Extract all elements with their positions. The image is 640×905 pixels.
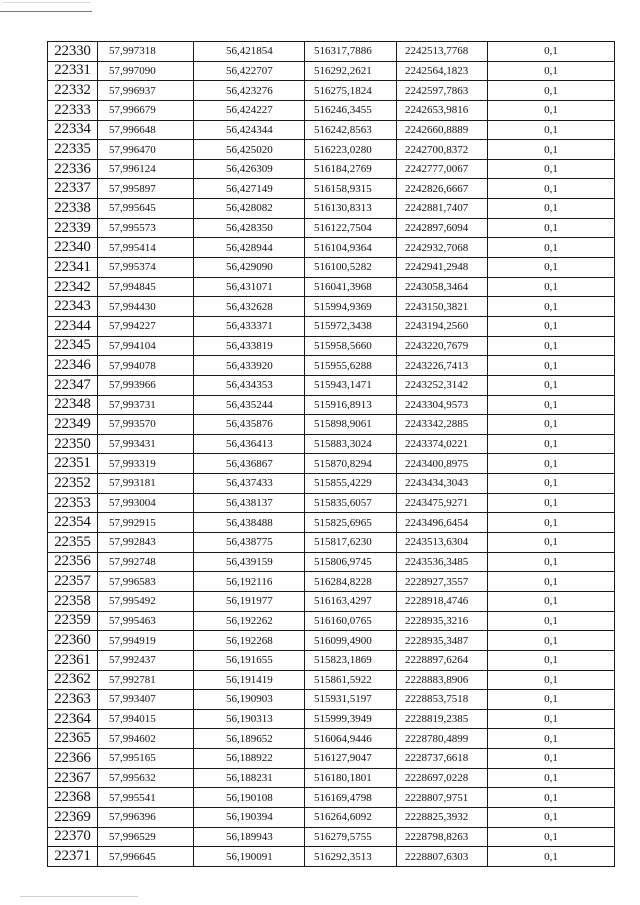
point-number-cell: 22339 [48,218,98,238]
y-coordinate-cell: 2243475,9271 [397,493,488,513]
point-number-cell: 22357 [48,572,98,592]
table-row [48,316,615,336]
x-coordinate-cell: 515931,5197 [305,690,397,710]
y-coordinate-cell: 2228807,9751 [397,788,488,808]
accuracy-cell: 0,1 [488,552,615,572]
y-coordinate-cell: 2243058,3464 [397,277,488,297]
y-coordinate-cell: 2242777,0067 [397,159,488,179]
longitude-cell: 56,436413 [194,434,305,454]
point-number-cell: 22334 [48,120,98,140]
point-number-cell: 22341 [48,258,98,278]
longitude-cell: 56,428944 [194,238,305,258]
y-coordinate-cell: 2243400,8975 [397,454,488,474]
accuracy-cell: 0,1 [488,788,615,808]
latitude-cell: 57,992843 [98,533,194,553]
coordinates-table [47,41,615,867]
longitude-cell: 56,189652 [194,729,305,749]
longitude-cell: 56,422707 [194,61,305,81]
latitude-cell: 57,995374 [98,258,194,278]
y-coordinate-cell: 2242564,1823 [397,61,488,81]
accuracy-cell: 0,1 [488,631,615,651]
table-row [48,415,615,435]
y-coordinate-cell: 2228798,8263 [397,827,488,847]
table-row [48,179,615,199]
point-number-cell: 22356 [48,552,98,572]
table-row [48,493,615,513]
latitude-cell: 57,993966 [98,375,194,395]
header-rule [0,11,92,12]
x-coordinate-cell: 516242,8563 [305,120,397,140]
y-coordinate-cell: 2228807,6303 [397,847,488,867]
point-number-cell: 22335 [48,140,98,160]
table-row [48,375,615,395]
longitude-cell: 56,436867 [194,454,305,474]
y-coordinate-cell: 2243536,3485 [397,552,488,572]
table-row [48,218,615,238]
x-coordinate-cell: 515958,5660 [305,336,397,356]
footer-rule [20,896,138,897]
accuracy-cell: 0,1 [488,807,615,827]
y-coordinate-cell: 2242597,7863 [397,81,488,101]
longitude-cell: 56,429090 [194,258,305,278]
y-coordinate-cell: 2243252,3142 [397,375,488,395]
x-coordinate-cell: 515994,9369 [305,297,397,317]
accuracy-cell: 0,1 [488,611,615,631]
y-coordinate-cell: 2243226,7413 [397,356,488,376]
latitude-cell: 57,995463 [98,611,194,631]
x-coordinate-cell: 515999,3949 [305,709,397,729]
longitude-cell: 56,428350 [194,218,305,238]
longitude-cell: 56,435244 [194,395,305,415]
accuracy-cell: 0,1 [488,513,615,533]
point-number-cell: 22340 [48,238,98,258]
longitude-cell: 56,191977 [194,591,305,611]
point-number-cell: 22366 [48,749,98,769]
y-coordinate-cell: 2242653,9816 [397,100,488,120]
point-number-cell: 22371 [48,847,98,867]
x-coordinate-cell: 516184,2769 [305,159,397,179]
y-coordinate-cell: 2243434,3043 [397,474,488,494]
x-coordinate-cell: 516292,3513 [305,847,397,867]
latitude-cell: 57,995573 [98,218,194,238]
point-number-cell: 22348 [48,395,98,415]
x-coordinate-cell: 515823,1869 [305,650,397,670]
table-row [48,749,615,769]
accuracy-cell: 0,1 [488,572,615,592]
longitude-cell: 56,439159 [194,552,305,572]
x-coordinate-cell: 516100,5282 [305,258,397,278]
accuracy-cell: 0,1 [488,238,615,258]
accuracy-cell: 0,1 [488,454,615,474]
x-coordinate-cell: 515870,8294 [305,454,397,474]
point-number-cell: 22351 [48,454,98,474]
accuracy-cell: 0,1 [488,434,615,454]
table-row [48,336,615,356]
longitude-cell: 56,432628 [194,297,305,317]
latitude-cell: 57,994104 [98,336,194,356]
table-row [48,827,615,847]
coordinates-table-body [48,42,615,867]
y-coordinate-cell: 2243194,2560 [397,316,488,336]
latitude-cell: 57,993004 [98,493,194,513]
point-number-cell: 22370 [48,827,98,847]
longitude-cell: 56,192262 [194,611,305,631]
accuracy-cell: 0,1 [488,336,615,356]
latitude-cell: 57,996679 [98,100,194,120]
y-coordinate-cell: 2242700,8372 [397,140,488,160]
y-coordinate-cell: 2228697,0228 [397,768,488,788]
latitude-cell: 57,994602 [98,729,194,749]
longitude-cell: 56,192116 [194,572,305,592]
table-row [48,356,615,376]
longitude-cell: 56,426309 [194,159,305,179]
longitude-cell: 56,424344 [194,120,305,140]
x-coordinate-cell: 515943,1471 [305,375,397,395]
y-coordinate-cell: 2228897,6264 [397,650,488,670]
accuracy-cell: 0,1 [488,493,615,513]
x-coordinate-cell: 515916,8913 [305,395,397,415]
longitude-cell: 56,191655 [194,650,305,670]
table-row [48,768,615,788]
table-row [48,395,615,415]
table-row [48,807,615,827]
latitude-cell: 57,992915 [98,513,194,533]
longitude-cell: 56,433371 [194,316,305,336]
longitude-cell: 56,438488 [194,513,305,533]
latitude-cell: 57,996396 [98,807,194,827]
longitude-cell: 56,190108 [194,788,305,808]
table-row [48,42,615,62]
table-row [48,572,615,592]
x-coordinate-cell: 516127,9047 [305,749,397,769]
scan-edge-mark [3,2,91,3]
latitude-cell: 57,992781 [98,670,194,690]
longitude-cell: 56,437433 [194,474,305,494]
point-number-cell: 22360 [48,631,98,651]
accuracy-cell: 0,1 [488,415,615,435]
accuracy-cell: 0,1 [488,356,615,376]
x-coordinate-cell: 516180,1801 [305,768,397,788]
latitude-cell: 57,996529 [98,827,194,847]
table-row [48,277,615,297]
accuracy-cell: 0,1 [488,218,615,238]
x-coordinate-cell: 515855,4229 [305,474,397,494]
accuracy-cell: 0,1 [488,591,615,611]
y-coordinate-cell: 2243342,2885 [397,415,488,435]
x-coordinate-cell: 516169,4798 [305,788,397,808]
longitude-cell: 56,191419 [194,670,305,690]
longitude-cell: 56,190091 [194,847,305,867]
point-number-cell: 22363 [48,690,98,710]
longitude-cell: 56,435876 [194,415,305,435]
point-number-cell: 22367 [48,768,98,788]
accuracy-cell: 0,1 [488,533,615,553]
x-coordinate-cell: 516292,2621 [305,61,397,81]
table-row [48,434,615,454]
point-number-cell: 22338 [48,199,98,219]
accuracy-cell: 0,1 [488,827,615,847]
table-row [48,729,615,749]
accuracy-cell: 0,1 [488,199,615,219]
longitude-cell: 56,192268 [194,631,305,651]
accuracy-cell: 0,1 [488,768,615,788]
y-coordinate-cell: 2242513,7768 [397,42,488,62]
latitude-cell: 57,994227 [98,316,194,336]
point-number-cell: 22345 [48,336,98,356]
y-coordinate-cell: 2228927,3557 [397,572,488,592]
latitude-cell: 57,992748 [98,552,194,572]
x-coordinate-cell: 516264,6092 [305,807,397,827]
latitude-cell: 57,992437 [98,650,194,670]
point-number-cell: 22364 [48,709,98,729]
latitude-cell: 57,996645 [98,847,194,867]
latitude-cell: 57,993431 [98,434,194,454]
point-number-cell: 22352 [48,474,98,494]
x-coordinate-cell: 516064,9446 [305,729,397,749]
point-number-cell: 22342 [48,277,98,297]
accuracy-cell: 0,1 [488,179,615,199]
x-coordinate-cell: 516158,9315 [305,179,397,199]
y-coordinate-cell: 2228819,2385 [397,709,488,729]
point-number-cell: 22346 [48,356,98,376]
table-row [48,709,615,729]
table-row [48,140,615,160]
point-number-cell: 22349 [48,415,98,435]
x-coordinate-cell: 516275,1824 [305,81,397,101]
y-coordinate-cell: 2228918,4746 [397,591,488,611]
x-coordinate-cell: 515898,9061 [305,415,397,435]
point-number-cell: 22350 [48,434,98,454]
latitude-cell: 57,995541 [98,788,194,808]
y-coordinate-cell: 2242826,6667 [397,179,488,199]
x-coordinate-cell: 516246,3455 [305,100,397,120]
y-coordinate-cell: 2243304,9573 [397,395,488,415]
accuracy-cell: 0,1 [488,375,615,395]
table-row [48,591,615,611]
accuracy-cell: 0,1 [488,847,615,867]
table-row [48,61,615,81]
longitude-cell: 56,189943 [194,827,305,847]
table-row [48,81,615,101]
longitude-cell: 56,427149 [194,179,305,199]
accuracy-cell: 0,1 [488,709,615,729]
longitude-cell: 56,190394 [194,807,305,827]
x-coordinate-cell: 516223,0280 [305,140,397,160]
table-row [48,474,615,494]
point-number-cell: 22369 [48,807,98,827]
longitude-cell: 56,431071 [194,277,305,297]
accuracy-cell: 0,1 [488,690,615,710]
longitude-cell: 56,433819 [194,336,305,356]
x-coordinate-cell: 516130,8313 [305,199,397,219]
accuracy-cell: 0,1 [488,81,615,101]
accuracy-cell: 0,1 [488,670,615,690]
y-coordinate-cell: 2228780,4899 [397,729,488,749]
latitude-cell: 57,994845 [98,277,194,297]
point-number-cell: 22330 [48,42,98,62]
latitude-cell: 57,993731 [98,395,194,415]
table-row [48,238,615,258]
table-row [48,847,615,867]
latitude-cell: 57,993407 [98,690,194,710]
point-number-cell: 22358 [48,591,98,611]
longitude-cell: 56,438775 [194,533,305,553]
point-number-cell: 22331 [48,61,98,81]
table-row [48,650,615,670]
table-row [48,788,615,808]
latitude-cell: 57,994919 [98,631,194,651]
x-coordinate-cell: 516160,0765 [305,611,397,631]
latitude-cell: 57,995165 [98,749,194,769]
point-number-cell: 22354 [48,513,98,533]
latitude-cell: 57,995414 [98,238,194,258]
y-coordinate-cell: 2242897,6094 [397,218,488,238]
latitude-cell: 57,994430 [98,297,194,317]
accuracy-cell: 0,1 [488,61,615,81]
point-number-cell: 22365 [48,729,98,749]
x-coordinate-cell: 515806,9745 [305,552,397,572]
latitude-cell: 57,995492 [98,591,194,611]
longitude-cell: 56,188231 [194,768,305,788]
longitude-cell: 56,425020 [194,140,305,160]
x-coordinate-cell: 516279,5755 [305,827,397,847]
accuracy-cell: 0,1 [488,159,615,179]
table-row [48,120,615,140]
y-coordinate-cell: 2243150,3821 [397,297,488,317]
x-coordinate-cell: 516041,3968 [305,277,397,297]
x-coordinate-cell: 516284,8228 [305,572,397,592]
point-number-cell: 22359 [48,611,98,631]
x-coordinate-cell: 516099,4900 [305,631,397,651]
longitude-cell: 56,421854 [194,42,305,62]
point-number-cell: 22353 [48,493,98,513]
point-number-cell: 22362 [48,670,98,690]
accuracy-cell: 0,1 [488,474,615,494]
accuracy-cell: 0,1 [488,650,615,670]
latitude-cell: 57,993319 [98,454,194,474]
accuracy-cell: 0,1 [488,140,615,160]
y-coordinate-cell: 2243220,7679 [397,336,488,356]
x-coordinate-cell: 515825,6965 [305,513,397,533]
latitude-cell: 57,996583 [98,572,194,592]
latitude-cell: 57,993181 [98,474,194,494]
latitude-cell: 57,995632 [98,768,194,788]
x-coordinate-cell: 515835,6057 [305,493,397,513]
x-coordinate-cell: 516163,4297 [305,591,397,611]
point-number-cell: 22332 [48,81,98,101]
table-row [48,631,615,651]
table-row [48,454,615,474]
accuracy-cell: 0,1 [488,316,615,336]
table-row [48,513,615,533]
y-coordinate-cell: 2228825,3932 [397,807,488,827]
latitude-cell: 57,995645 [98,199,194,219]
y-coordinate-cell: 2242660,8889 [397,120,488,140]
latitude-cell: 57,996937 [98,81,194,101]
latitude-cell: 57,993570 [98,415,194,435]
accuracy-cell: 0,1 [488,258,615,278]
accuracy-cell: 0,1 [488,297,615,317]
y-coordinate-cell: 2228935,3487 [397,631,488,651]
accuracy-cell: 0,1 [488,100,615,120]
x-coordinate-cell: 515883,3024 [305,434,397,454]
longitude-cell: 56,190903 [194,690,305,710]
longitude-cell: 56,188922 [194,749,305,769]
latitude-cell: 57,996470 [98,140,194,160]
point-number-cell: 22361 [48,650,98,670]
y-coordinate-cell: 2242941,2948 [397,258,488,278]
y-coordinate-cell: 2243513,6304 [397,533,488,553]
x-coordinate-cell: 516104,9364 [305,238,397,258]
table-row [48,611,615,631]
x-coordinate-cell: 515955,6288 [305,356,397,376]
longitude-cell: 56,434353 [194,375,305,395]
x-coordinate-cell: 516317,7886 [305,42,397,62]
point-number-cell: 22344 [48,316,98,336]
y-coordinate-cell: 2242932,7068 [397,238,488,258]
point-number-cell: 22336 [48,159,98,179]
table-row [48,533,615,553]
point-number-cell: 22355 [48,533,98,553]
x-coordinate-cell: 515861,5922 [305,670,397,690]
accuracy-cell: 0,1 [488,749,615,769]
y-coordinate-cell: 2243496,6454 [397,513,488,533]
latitude-cell: 57,994015 [98,709,194,729]
y-coordinate-cell: 2228853,7518 [397,690,488,710]
latitude-cell: 57,996124 [98,159,194,179]
x-coordinate-cell: 515972,3438 [305,316,397,336]
longitude-cell: 56,433920 [194,356,305,376]
table-row [48,199,615,219]
latitude-cell: 57,994078 [98,356,194,376]
latitude-cell: 57,996648 [98,120,194,140]
point-number-cell: 22368 [48,788,98,808]
table-row [48,552,615,572]
x-coordinate-cell: 516122,7504 [305,218,397,238]
table-row [48,670,615,690]
table-row [48,690,615,710]
point-number-cell: 22343 [48,297,98,317]
y-coordinate-cell: 2243374,0221 [397,434,488,454]
y-coordinate-cell: 2228883,8906 [397,670,488,690]
longitude-cell: 56,424227 [194,100,305,120]
table-row [48,100,615,120]
table-row [48,258,615,278]
point-number-cell: 22333 [48,100,98,120]
accuracy-cell: 0,1 [488,395,615,415]
latitude-cell: 57,997318 [98,42,194,62]
accuracy-cell: 0,1 [488,42,615,62]
accuracy-cell: 0,1 [488,729,615,749]
y-coordinate-cell: 2228935,3216 [397,611,488,631]
latitude-cell: 57,997090 [98,61,194,81]
table-row [48,159,615,179]
y-coordinate-cell: 2242881,7407 [397,199,488,219]
x-coordinate-cell: 515817,6230 [305,533,397,553]
point-number-cell: 22337 [48,179,98,199]
point-number-cell: 22347 [48,375,98,395]
latitude-cell: 57,995897 [98,179,194,199]
accuracy-cell: 0,1 [488,120,615,140]
longitude-cell: 56,190313 [194,709,305,729]
longitude-cell: 56,423276 [194,81,305,101]
table-row [48,297,615,317]
longitude-cell: 56,428082 [194,199,305,219]
longitude-cell: 56,438137 [194,493,305,513]
y-coordinate-cell: 2228737,6618 [397,749,488,769]
accuracy-cell: 0,1 [488,277,615,297]
